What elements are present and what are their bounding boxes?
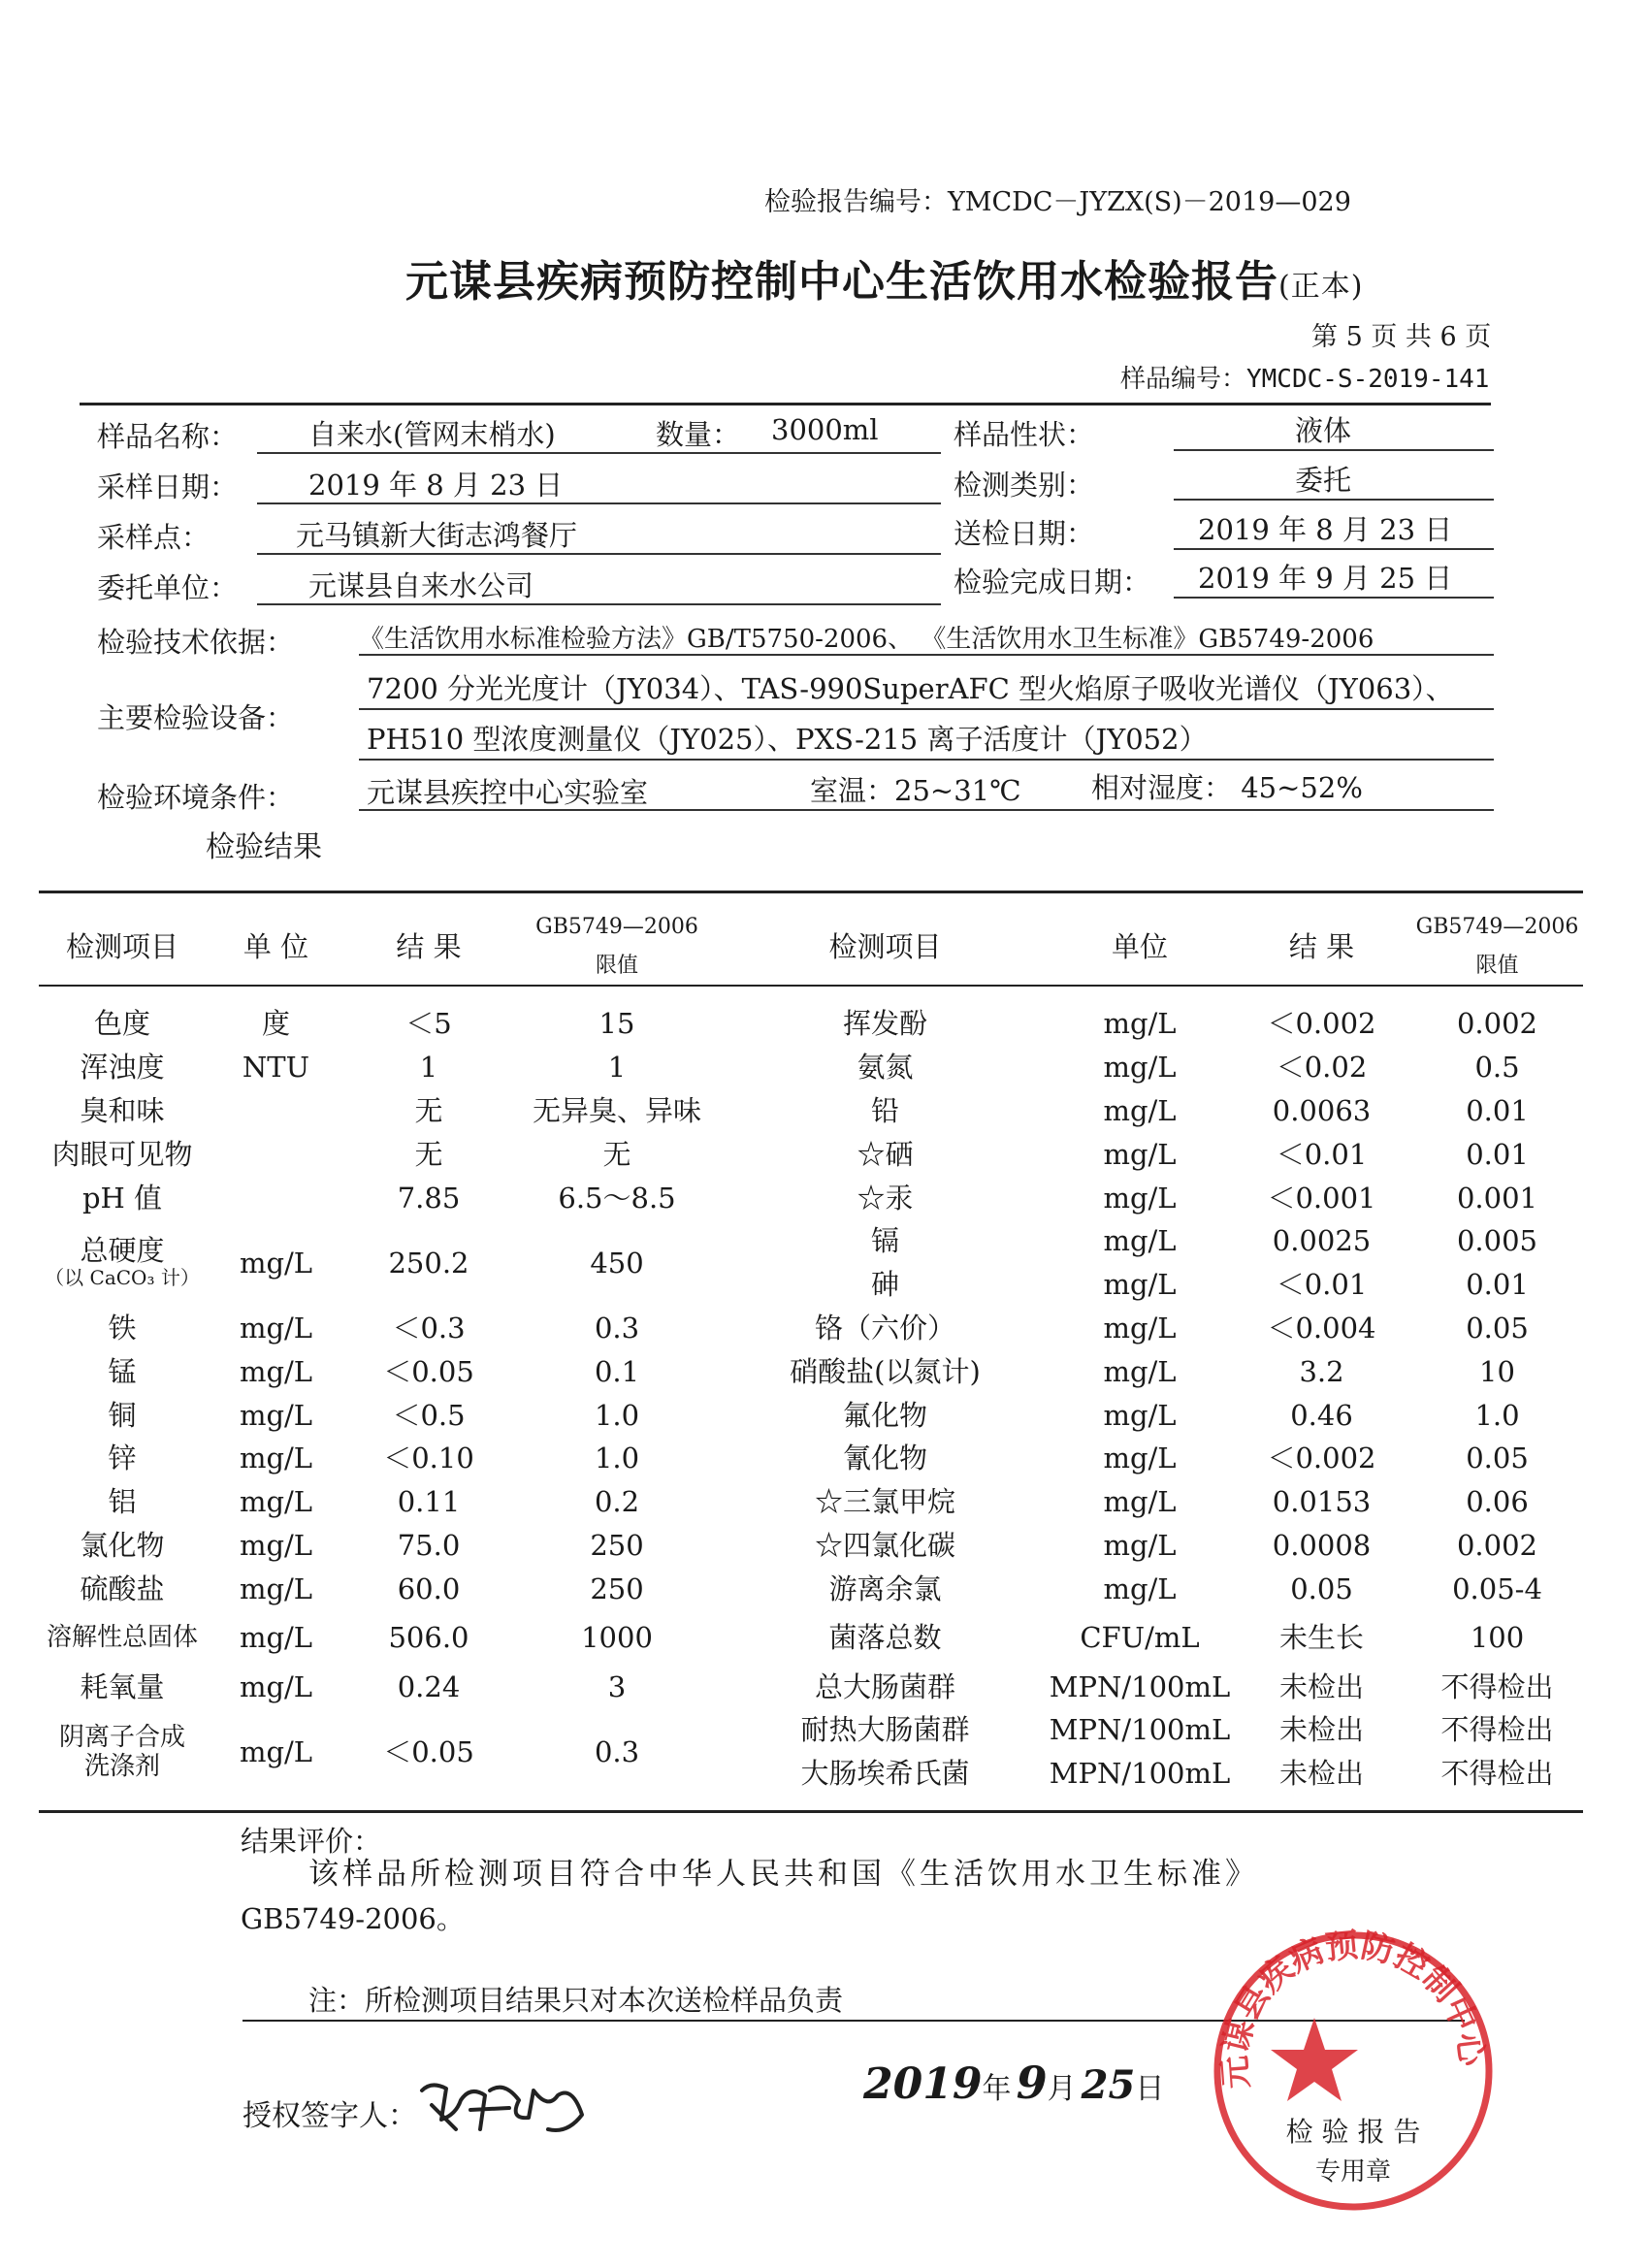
item-cell-2: 总大肠菌群 bbox=[814, 1669, 955, 1703]
result-cell: 7.85 bbox=[397, 1181, 461, 1215]
limit-cell-2: 0.01 bbox=[1466, 1137, 1529, 1171]
unit-cell: mg/L bbox=[239, 1669, 313, 1703]
table-row bbox=[39, 1437, 1583, 1480]
test-type-label: 检测类别： bbox=[954, 469, 1095, 502]
unit-cell-2: mg/L bbox=[1103, 1311, 1177, 1345]
limit-cell-2: 0.01 bbox=[1466, 1268, 1529, 1302]
result-cell-2: 0.0063 bbox=[1272, 1093, 1372, 1127]
unit-cell: mg/L bbox=[239, 1398, 313, 1432]
header-limit-standard: GB5749—2006 bbox=[535, 914, 698, 939]
basis-value: 《生活饮用水标准检验方法》GB/T5750-2006、 《生活饮用水卫生标准》GB5749-2006 bbox=[359, 625, 1374, 654]
result-cell-2: 3.2 bbox=[1299, 1354, 1344, 1388]
result-cell: ＜5 bbox=[405, 1007, 452, 1041]
item-cell-2: 耐热大肠菌群 bbox=[800, 1713, 970, 1747]
unit-cell-2: mg/L bbox=[1103, 1485, 1177, 1519]
table-row bbox=[39, 1349, 1583, 1393]
table-rule-bottom bbox=[39, 1810, 1583, 1813]
item-cell: 铁 bbox=[108, 1311, 137, 1345]
client-underline bbox=[257, 603, 941, 605]
item-cell-2: 铬（六价） bbox=[814, 1311, 955, 1345]
result-cell: 60.0 bbox=[397, 1571, 461, 1605]
item-cell bbox=[39, 1219, 206, 1307]
report-number: 检验报告编号：YMCDC－JYZX(S)－2019—029 bbox=[764, 187, 1351, 217]
stamp-star-icon bbox=[1271, 2018, 1358, 2101]
stamp-ring-text: 元谋县疾病预防控制中心 bbox=[1215, 1926, 1492, 2090]
header-rule-top bbox=[80, 403, 1491, 405]
result-cell: 无 bbox=[414, 1137, 443, 1171]
results-table bbox=[39, 900, 1583, 1796]
item-cell: 锰 bbox=[108, 1354, 137, 1388]
limit-cell: 0.3 bbox=[594, 1734, 640, 1768]
submit-date-underline bbox=[1174, 548, 1494, 550]
item-cell-2: 挥发酚 bbox=[842, 1007, 927, 1041]
unit-cell: mg/L bbox=[239, 1528, 313, 1562]
result-cell: ＜0.3 bbox=[392, 1311, 466, 1345]
header-result: 结 果 bbox=[396, 929, 462, 963]
header-item: 检测项目 bbox=[65, 929, 178, 963]
table-row bbox=[39, 1176, 1583, 1219]
unit-cell-2: mg/L bbox=[1103, 1007, 1177, 1041]
item-cell-2: 氰化物 bbox=[842, 1442, 927, 1475]
sample-name-label: 样品名称： bbox=[97, 420, 239, 453]
sign-year: 2019 bbox=[863, 2059, 983, 2109]
result-cell: 0.11 bbox=[397, 1485, 461, 1519]
header-limit-label: 限值 bbox=[595, 953, 638, 978]
basis-label: 检验技术依据： bbox=[97, 626, 295, 659]
item-cell: 锌 bbox=[108, 1442, 137, 1475]
limit-cell-2: 100 bbox=[1470, 1621, 1525, 1655]
table-row bbox=[39, 1219, 1583, 1263]
limit-cell-2: 0.05-4 bbox=[1452, 1571, 1542, 1605]
result-cell: ＜0.05 bbox=[383, 1354, 474, 1388]
header-limit bbox=[511, 900, 723, 992]
official-stamp bbox=[1208, 1926, 1499, 2217]
submit-date-value: 2019 年 8 月 23 日 bbox=[1198, 513, 1453, 546]
limit-cell-2: 0.005 bbox=[1456, 1224, 1538, 1258]
result-cell-2: 0.46 bbox=[1290, 1398, 1353, 1432]
limit-cell: 3 bbox=[607, 1669, 627, 1703]
limit-cell-2: 10 bbox=[1479, 1354, 1515, 1388]
unit-cell: NTU bbox=[242, 1051, 310, 1085]
page-title-text: 元谋县疾病预防控制中心生活饮用水检验报告 bbox=[405, 257, 1278, 307]
sampling-date-value: 2019 年 8 月 23 日 bbox=[308, 469, 564, 502]
quantity-value: 3000ml bbox=[771, 413, 879, 446]
table-row bbox=[39, 1524, 1583, 1568]
item-cell: 浑浊度 bbox=[80, 1051, 165, 1085]
limit-cell: 无异臭、异味 bbox=[532, 1093, 701, 1127]
handwritten-signature bbox=[412, 2061, 606, 2149]
item-name: 阴离子合成 bbox=[58, 1722, 185, 1752]
item-cell-2: 镉 bbox=[870, 1224, 899, 1258]
table-header-row bbox=[39, 900, 1583, 992]
evaluation-label: 结果评价： bbox=[241, 1825, 382, 1858]
unit-cell: 度 bbox=[261, 1007, 290, 1041]
header-unit-2: 单位 bbox=[1111, 929, 1168, 963]
limit-cell: 15 bbox=[598, 1007, 635, 1041]
env-place: 元谋县疾控中心实验室 bbox=[367, 776, 649, 809]
sample-state-underline bbox=[1174, 449, 1494, 451]
equipment-underline-2 bbox=[359, 759, 1494, 761]
sample-name-value: 自来水(管网末梢水) bbox=[308, 418, 556, 451]
limit-cell: 1.0 bbox=[594, 1398, 640, 1432]
table-row bbox=[39, 1393, 1583, 1437]
result-cell: 0.24 bbox=[397, 1669, 461, 1703]
result-cell: ＜0.5 bbox=[392, 1398, 466, 1432]
limit-cell-2: 0.01 bbox=[1466, 1093, 1529, 1127]
result-cell-2: 未检出 bbox=[1278, 1713, 1364, 1747]
item-cell-2: 氨氮 bbox=[857, 1051, 914, 1085]
sign-year-unit: 年 bbox=[982, 2072, 1012, 2106]
unit-cell-2: mg/L bbox=[1103, 1051, 1177, 1085]
result-cell-2: ＜0.001 bbox=[1267, 1181, 1376, 1215]
item-name-line-2: 洗涤剂 bbox=[83, 1751, 160, 1781]
table-row bbox=[39, 1480, 1583, 1524]
equipment-underline-1 bbox=[359, 708, 1494, 710]
result-cell-2: 0.0008 bbox=[1272, 1528, 1372, 1562]
table-row bbox=[39, 1567, 1583, 1610]
item-cell: 臭和味 bbox=[80, 1093, 165, 1127]
result-cell-2: ＜0.002 bbox=[1267, 1442, 1376, 1475]
limit-cell-2: 不得检出 bbox=[1440, 1757, 1554, 1791]
result-cell-2: ＜0.004 bbox=[1267, 1311, 1376, 1345]
humidity: 相对湿度： 45~52% bbox=[1091, 771, 1363, 804]
result-cell-2: 0.0153 bbox=[1272, 1485, 1372, 1519]
item-cell-2: ☆硒 bbox=[857, 1137, 914, 1171]
stamp-center-line-1: 检 验 报 告 bbox=[1285, 2116, 1421, 2148]
client-label: 委托单位： bbox=[97, 571, 239, 604]
item-cell: 铝 bbox=[108, 1485, 137, 1519]
sample-number: 样品编号：YMCDC-S-2019-141 bbox=[1120, 365, 1490, 394]
sample-name-underline bbox=[257, 452, 941, 454]
item-cell-2: 砷 bbox=[870, 1268, 899, 1302]
evaluation-text-line-2: GB5749-2006。 bbox=[241, 1902, 465, 1935]
limit-cell-2: 1.0 bbox=[1474, 1398, 1520, 1432]
sign-day: 25 bbox=[1081, 2062, 1136, 2108]
unit-cell: mg/L bbox=[239, 1442, 313, 1475]
unit-cell-2: mg/L bbox=[1103, 1181, 1177, 1215]
result-cell-2: 0.05 bbox=[1290, 1571, 1353, 1605]
sample-state-value: 液体 bbox=[1295, 414, 1352, 447]
unit-cell-2: mg/L bbox=[1103, 1571, 1177, 1605]
limit-cell-2: 不得检出 bbox=[1440, 1669, 1554, 1703]
page-title bbox=[405, 246, 1363, 308]
table-row bbox=[39, 1089, 1583, 1133]
unit-cell-2: mg/L bbox=[1103, 1093, 1177, 1127]
table-row bbox=[39, 1002, 1583, 1046]
result-cell: ＜0.10 bbox=[383, 1442, 474, 1475]
item-cell: 硫酸盐 bbox=[80, 1571, 165, 1605]
sign-day-unit: 日 bbox=[1135, 2072, 1165, 2106]
limit-cell: 1.0 bbox=[594, 1442, 640, 1475]
header-limit-2 bbox=[1411, 900, 1583, 992]
limit-cell-2: 0.001 bbox=[1456, 1181, 1538, 1215]
sampling-point-underline bbox=[257, 553, 941, 555]
header-item-2: 检测项目 bbox=[828, 929, 942, 963]
limit-cell-2: 不得检出 bbox=[1440, 1713, 1554, 1747]
unit-cell: mg/L bbox=[239, 1734, 313, 1768]
table-row bbox=[39, 1665, 1583, 1708]
limit-cell: 0.1 bbox=[594, 1354, 640, 1388]
header-unit: 单 位 bbox=[242, 929, 309, 963]
test-type-underline bbox=[1174, 499, 1494, 501]
sample-state-label: 样品性状： bbox=[954, 418, 1095, 451]
env-underline bbox=[359, 809, 1494, 811]
sampling-point-label: 采样点： bbox=[97, 521, 210, 554]
limit-cell-2: 0.5 bbox=[1474, 1051, 1520, 1085]
result-cell-2: ＜0.02 bbox=[1276, 1051, 1368, 1085]
room-temp: 室温：25~31℃ bbox=[810, 774, 1021, 807]
result-cell-2: 未检出 bbox=[1278, 1757, 1364, 1791]
sign-month-unit: 月 bbox=[1047, 2072, 1077, 2106]
header-limit2-standard: GB5749—2006 bbox=[1415, 914, 1579, 939]
item-cell-2: ☆汞 bbox=[857, 1181, 914, 1215]
signer-label: 授权签字人： bbox=[242, 2099, 417, 2133]
item-cell-2: 硝酸盐(以氮计) bbox=[790, 1354, 981, 1388]
limit-cell: 1000 bbox=[581, 1621, 653, 1655]
table-rule-top bbox=[39, 891, 1583, 893]
limit-cell: 450 bbox=[590, 1246, 644, 1280]
limit-cell: 0.2 bbox=[594, 1485, 640, 1519]
complete-date-underline bbox=[1174, 597, 1494, 599]
result-cell-2: 未生长 bbox=[1278, 1621, 1364, 1655]
env-label: 检验环境条件： bbox=[97, 781, 295, 814]
unit-cell-2: mg/L bbox=[1103, 1224, 1177, 1258]
page-title-suffix: (正本) bbox=[1278, 270, 1364, 304]
disclaimer-note: 注：所检测项目结果只对本次送检样品负责 bbox=[308, 1984, 844, 2017]
sampling-date-underline bbox=[257, 502, 941, 504]
result-cell-2: ＜0.01 bbox=[1276, 1268, 1368, 1302]
complete-date-label: 检验完成日期： bbox=[954, 566, 1151, 599]
table-row bbox=[39, 1708, 1583, 1752]
header-result-2: 结 果 bbox=[1288, 929, 1355, 963]
results-heading: 检验结果 bbox=[206, 830, 322, 864]
item-name: 总硬度 bbox=[80, 1233, 165, 1267]
result-cell-2: ＜0.002 bbox=[1267, 1007, 1376, 1041]
unit-cell: mg/L bbox=[239, 1246, 313, 1280]
sampling-date-label: 采样日期： bbox=[97, 470, 239, 503]
limit-cell-2: 0.05 bbox=[1466, 1442, 1529, 1475]
table-row bbox=[39, 1307, 1583, 1350]
unit-cell-2: mg/L bbox=[1103, 1528, 1177, 1562]
item-cell bbox=[39, 1708, 206, 1796]
unit-cell: mg/L bbox=[239, 1621, 313, 1655]
unit-cell: mg/L bbox=[239, 1485, 313, 1519]
result-cell-2: ＜0.01 bbox=[1276, 1137, 1368, 1171]
unit-cell-2: MPN/100mL bbox=[1049, 1757, 1231, 1791]
sign-month: 9 bbox=[1016, 2057, 1048, 2109]
item-cell: 铜 bbox=[108, 1398, 137, 1432]
stamp-center-line-2: 专用章 bbox=[1314, 2157, 1392, 2187]
result-cell: 250.2 bbox=[388, 1246, 469, 1280]
unit-cell: mg/L bbox=[239, 1571, 313, 1605]
item-cell-2: 大肠埃希氏菌 bbox=[800, 1757, 970, 1791]
unit-cell-2: mg/L bbox=[1103, 1398, 1177, 1432]
submit-date-label: 送检日期： bbox=[954, 517, 1095, 550]
unit-cell bbox=[206, 1176, 346, 1219]
result-cell: 1 bbox=[419, 1051, 438, 1085]
result-cell: ＜0.05 bbox=[383, 1734, 474, 1768]
unit-cell-2: mg/L bbox=[1103, 1137, 1177, 1171]
header-limit2-label: 限值 bbox=[1475, 953, 1519, 978]
unit-cell: mg/L bbox=[239, 1354, 313, 1388]
limit-cell: 无 bbox=[602, 1137, 631, 1171]
item-cell: 色度 bbox=[93, 1007, 150, 1041]
limit-cell: 1 bbox=[607, 1051, 627, 1085]
table-row bbox=[39, 1610, 1583, 1665]
quantity-label: 数量： bbox=[656, 418, 741, 451]
result-cell: 75.0 bbox=[397, 1528, 461, 1562]
unit-cell-2: MPN/100mL bbox=[1049, 1713, 1231, 1747]
equipment-line-1: 7200 分光光度计（JY034）、TAS-990SuperAFC 型火焰原子吸收光谱仪（JY063）、 bbox=[367, 672, 1454, 705]
result-cell-2: 未检出 bbox=[1278, 1669, 1364, 1703]
item-cell-2: 氟化物 bbox=[842, 1398, 927, 1432]
unit-cell: mg/L bbox=[239, 1311, 313, 1345]
item-cell: 耗氧量 bbox=[80, 1669, 165, 1703]
equipment-line-2: PH510 型浓度测量仪（JY025）、PXS-215 离子活度计（JY052） bbox=[367, 723, 1208, 756]
item-cell-2: ☆三氯甲烷 bbox=[814, 1485, 955, 1519]
unit-cell-2: mg/L bbox=[1103, 1442, 1177, 1475]
result-cell: 无 bbox=[414, 1093, 443, 1127]
sign-date bbox=[863, 2057, 1164, 2109]
page-info: 第 5 页 共 6 页 bbox=[1311, 322, 1492, 352]
unit-cell-2: mg/L bbox=[1103, 1354, 1177, 1388]
limit-cell: 250 bbox=[590, 1571, 644, 1605]
item-note: （以 CaCO₃ 计） bbox=[45, 1265, 200, 1289]
unit-cell-2: MPN/100mL bbox=[1049, 1669, 1231, 1703]
item-cell: 溶解性总固体 bbox=[46, 1623, 198, 1653]
item-cell-2: 铅 bbox=[870, 1093, 899, 1127]
sampling-point-value: 元马镇新大街志鸿餐厅 bbox=[296, 519, 578, 552]
item-cell: pH 值 bbox=[81, 1181, 163, 1215]
complete-date-value: 2019 年 9 月 25 日 bbox=[1198, 562, 1453, 595]
test-type-value: 委托 bbox=[1295, 464, 1352, 497]
evaluation-text-line-1: 该样品所检测项目符合中华人民共和国《生活饮用水卫生标准》 bbox=[308, 1857, 1259, 1892]
basis-underline bbox=[359, 654, 1494, 656]
limit-cell-2: 0.05 bbox=[1466, 1311, 1529, 1345]
limit-cell-2: 0.002 bbox=[1456, 1528, 1538, 1562]
item-cell-2: 游离余氯 bbox=[828, 1571, 942, 1605]
client-value: 元谋县自来水公司 bbox=[308, 569, 534, 602]
item-cell: 肉眼可见物 bbox=[51, 1137, 193, 1171]
unit-cell bbox=[206, 1132, 346, 1176]
item-cell: 氯化物 bbox=[80, 1528, 165, 1562]
limit-cell: 250 bbox=[590, 1528, 644, 1562]
item-cell-2: ☆四氯化碳 bbox=[814, 1528, 955, 1562]
result-cell: 506.0 bbox=[388, 1621, 469, 1655]
table-row bbox=[39, 1046, 1583, 1089]
table-row bbox=[39, 1132, 1583, 1176]
item-cell-2: 菌落总数 bbox=[828, 1621, 942, 1655]
result-cell-2: 0.0025 bbox=[1272, 1224, 1372, 1258]
unit-cell bbox=[206, 1089, 346, 1133]
limit-cell-2: 0.002 bbox=[1456, 1007, 1538, 1041]
unit-cell-2: CFU/mL bbox=[1080, 1621, 1200, 1655]
limit-cell: 6.5～8.5 bbox=[558, 1181, 676, 1215]
limit-cell-2: 0.06 bbox=[1466, 1485, 1529, 1519]
equipment-label: 主要检验设备： bbox=[97, 701, 295, 734]
unit-cell-2: mg/L bbox=[1103, 1268, 1177, 1302]
limit-cell: 0.3 bbox=[594, 1311, 640, 1345]
